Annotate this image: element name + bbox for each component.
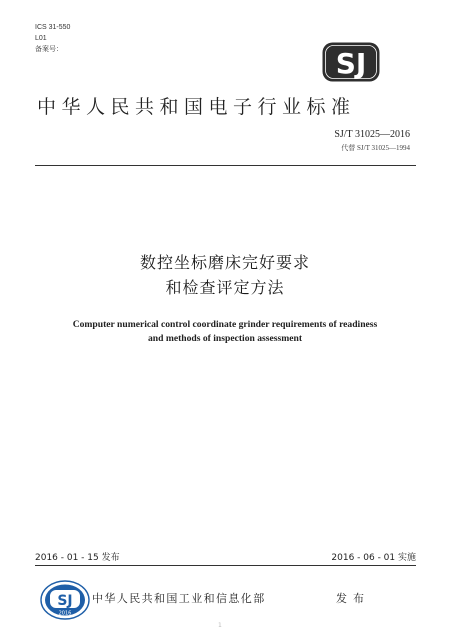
chinese-title	[0, 250, 450, 300]
chinese-title-line-2: 和检查评定方法	[165, 278, 285, 297]
publish-label: 发布	[336, 592, 370, 605]
top-divider	[35, 165, 416, 166]
standard-code-block	[334, 128, 410, 154]
english-title-line-1: Computer numerical control coordinate grinder requirements of readiness	[72, 319, 378, 330]
svg-text:SJ: SJ	[57, 593, 73, 609]
publisher-seal-icon	[40, 580, 90, 620]
standard-code: SJ/T 31025—2016	[334, 129, 410, 140]
english-title	[0, 318, 450, 346]
classification-block	[35, 22, 70, 55]
english-title-line-2: and methods of inspection assessment	[147, 333, 303, 344]
chinese-title-line-1: 数控坐标磨床完好要求	[139, 253, 310, 272]
ics-code: ICS 31-550	[35, 24, 71, 31]
sj-logo	[322, 42, 380, 82]
svg-text:2016: 2016	[58, 610, 72, 617]
svg-text:SJ: SJ	[335, 47, 367, 80]
implementation-date: 2016 - 06 - 01 实施	[331, 553, 416, 563]
replaces-note: 代替 SJ/T 31025—1994	[341, 144, 410, 152]
publisher-name: 中华人民共和国工业和信息化部	[92, 592, 266, 605]
bottom-divider	[35, 565, 416, 566]
class-code: L01	[35, 35, 47, 42]
page-mark: 1	[218, 622, 222, 629]
standard-category-title: 中华人民共和国电子行业标准	[37, 96, 356, 118]
issue-date: 2016 - 01 - 15 发布	[35, 553, 120, 563]
record-number-label: 备案号：	[35, 46, 63, 53]
